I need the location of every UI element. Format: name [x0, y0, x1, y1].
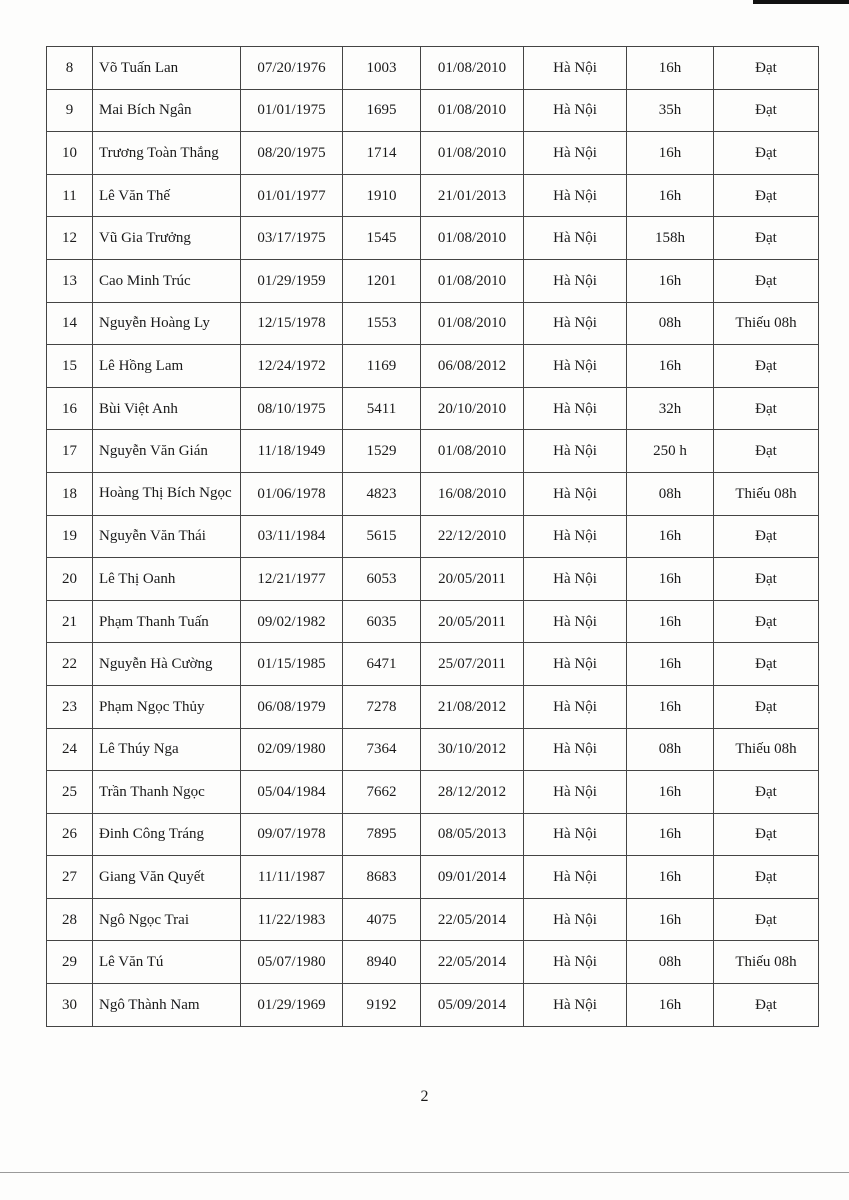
place-cell: Hà Nội — [524, 302, 627, 345]
birth-date-cell: 06/08/1979 — [241, 685, 343, 728]
birth-date-cell: 01/29/1959 — [241, 259, 343, 302]
birth-date-cell: 03/11/1984 — [241, 515, 343, 558]
date-cell: 09/01/2014 — [421, 856, 524, 899]
place-cell: Hà Nội — [524, 472, 627, 515]
place-cell: Hà Nội — [524, 558, 627, 601]
hours-cell: 16h — [627, 771, 714, 814]
birth-date-cell: 01/29/1969 — [241, 984, 343, 1027]
number-cell: 6471 — [343, 643, 421, 686]
place-cell: Hà Nội — [524, 771, 627, 814]
table-row — [47, 558, 819, 601]
table-row — [47, 302, 819, 345]
row-index-cell: 22 — [47, 643, 93, 686]
number-cell: 1553 — [343, 302, 421, 345]
place-cell: Hà Nội — [524, 898, 627, 941]
result-cell: Thiếu 08h — [714, 472, 819, 515]
date-cell: 01/08/2010 — [421, 132, 524, 175]
date-cell: 28/12/2012 — [421, 771, 524, 814]
date-cell: 20/05/2011 — [421, 558, 524, 601]
hours-cell: 16h — [627, 643, 714, 686]
hours-cell: 16h — [627, 132, 714, 175]
hours-cell: 16h — [627, 47, 714, 90]
row-index-cell: 27 — [47, 856, 93, 899]
place-cell: Hà Nội — [524, 259, 627, 302]
result-cell: Đạt — [714, 430, 819, 473]
result-cell: Đạt — [714, 217, 819, 260]
date-cell: 06/08/2012 — [421, 345, 524, 388]
row-index-cell: 15 — [47, 345, 93, 388]
table-row — [47, 813, 819, 856]
place-cell: Hà Nội — [524, 217, 627, 260]
hours-cell: 08h — [627, 302, 714, 345]
number-cell: 8683 — [343, 856, 421, 899]
full-name-cell: Nguyễn Văn Gián — [93, 430, 241, 473]
birth-date-cell: 12/21/1977 — [241, 558, 343, 601]
table-row — [47, 345, 819, 388]
row-index-cell: 19 — [47, 515, 93, 558]
full-name-cell: Bùi Việt Anh — [93, 387, 241, 430]
date-cell: 22/05/2014 — [421, 898, 524, 941]
scan-corner-mark — [753, 0, 849, 4]
row-index-cell: 30 — [47, 984, 93, 1027]
table-row — [47, 771, 819, 814]
birth-date-cell: 03/17/1975 — [241, 217, 343, 260]
place-cell: Hà Nội — [524, 941, 627, 984]
hours-cell: 08h — [627, 941, 714, 984]
full-name-cell: Đinh Công Tráng — [93, 813, 241, 856]
number-cell: 7364 — [343, 728, 421, 771]
place-cell: Hà Nội — [524, 89, 627, 132]
date-cell: 20/05/2011 — [421, 600, 524, 643]
result-cell: Thiếu 08h — [714, 941, 819, 984]
hours-cell: 16h — [627, 515, 714, 558]
number-cell: 7278 — [343, 685, 421, 728]
date-cell: 25/07/2011 — [421, 643, 524, 686]
hours-cell: 16h — [627, 856, 714, 899]
hours-cell: 16h — [627, 898, 714, 941]
full-name-cell: Phạm Ngọc Thủy — [93, 685, 241, 728]
number-cell: 1910 — [343, 174, 421, 217]
table-row — [47, 643, 819, 686]
row-index-cell: 25 — [47, 771, 93, 814]
number-cell: 1169 — [343, 345, 421, 388]
table-row — [47, 47, 819, 90]
table-row — [47, 856, 819, 899]
table-row — [47, 387, 819, 430]
place-cell: Hà Nội — [524, 47, 627, 90]
row-index-cell: 14 — [47, 302, 93, 345]
date-cell: 01/08/2010 — [421, 430, 524, 473]
full-name-cell: Phạm Thanh Tuấn — [93, 600, 241, 643]
date-cell: 01/08/2010 — [421, 217, 524, 260]
place-cell: Hà Nội — [524, 132, 627, 175]
place-cell: Hà Nội — [524, 174, 627, 217]
birth-date-cell: 01/01/1975 — [241, 89, 343, 132]
place-cell: Hà Nội — [524, 813, 627, 856]
hours-cell: 08h — [627, 728, 714, 771]
page-number: 2 — [420, 1088, 429, 1105]
row-index-cell: 11 — [47, 174, 93, 217]
birth-date-cell: 01/06/1978 — [241, 472, 343, 515]
table-row — [47, 430, 819, 473]
full-name-cell: Nguyễn Văn Thái — [93, 515, 241, 558]
birth-date-cell: 11/22/1983 — [241, 898, 343, 941]
number-cell: 5615 — [343, 515, 421, 558]
result-cell: Thiếu 08h — [714, 302, 819, 345]
table-row — [47, 515, 819, 558]
place-cell: Hà Nội — [524, 600, 627, 643]
result-cell: Đạt — [714, 685, 819, 728]
date-cell: 08/05/2013 — [421, 813, 524, 856]
result-cell: Đạt — [714, 259, 819, 302]
birth-date-cell: 09/07/1978 — [241, 813, 343, 856]
row-index-cell: 26 — [47, 813, 93, 856]
place-cell: Hà Nội — [524, 728, 627, 771]
row-index-cell: 13 — [47, 259, 93, 302]
row-index-cell: 10 — [47, 132, 93, 175]
row-index-cell: 8 — [47, 47, 93, 90]
place-cell: Hà Nội — [524, 685, 627, 728]
result-cell: Đạt — [714, 643, 819, 686]
result-cell: Đạt — [714, 600, 819, 643]
number-cell: 1545 — [343, 217, 421, 260]
result-cell: Đạt — [714, 345, 819, 388]
hours-cell: 16h — [627, 259, 714, 302]
row-index-cell: 20 — [47, 558, 93, 601]
hours-cell: 16h — [627, 685, 714, 728]
table-row — [47, 259, 819, 302]
place-cell: Hà Nội — [524, 984, 627, 1027]
row-index-cell: 29 — [47, 941, 93, 984]
result-cell: Đạt — [714, 174, 819, 217]
number-cell: 4823 — [343, 472, 421, 515]
place-cell: Hà Nội — [524, 387, 627, 430]
result-cell: Đạt — [714, 771, 819, 814]
scan-edge-line — [0, 1172, 849, 1173]
full-name-cell: Mai Bích Ngân — [93, 89, 241, 132]
table-row — [47, 472, 819, 515]
date-cell: 30/10/2012 — [421, 728, 524, 771]
table-row — [47, 728, 819, 771]
full-name-cell: Lê Văn Tú — [93, 941, 241, 984]
row-index-cell: 23 — [47, 685, 93, 728]
place-cell: Hà Nội — [524, 430, 627, 473]
table-row — [47, 685, 819, 728]
place-cell: Hà Nội — [524, 856, 627, 899]
table-row — [47, 89, 819, 132]
result-cell: Đạt — [714, 856, 819, 899]
hours-cell: 16h — [627, 174, 714, 217]
full-name-cell: Ngô Ngọc Trai — [93, 898, 241, 941]
table-row — [47, 600, 819, 643]
result-cell: Đạt — [714, 89, 819, 132]
number-cell: 1529 — [343, 430, 421, 473]
full-name-cell: Lê Thúy Nga — [93, 728, 241, 771]
number-cell: 1695 — [343, 89, 421, 132]
table-row — [47, 217, 819, 260]
birth-date-cell: 01/01/1977 — [241, 174, 343, 217]
date-cell: 01/08/2010 — [421, 259, 524, 302]
result-cell: Đạt — [714, 984, 819, 1027]
hours-cell: 08h — [627, 472, 714, 515]
date-cell: 01/08/2010 — [421, 302, 524, 345]
full-name-cell: Lê Thị Oanh — [93, 558, 241, 601]
result-cell: Đạt — [714, 813, 819, 856]
full-name-cell: Nguyễn Hà Cường — [93, 643, 241, 686]
row-index-cell: 9 — [47, 89, 93, 132]
table-row — [47, 132, 819, 175]
birth-date-cell: 08/20/1975 — [241, 132, 343, 175]
date-cell: 22/12/2010 — [421, 515, 524, 558]
result-cell: Đạt — [714, 47, 819, 90]
table-row — [47, 941, 819, 984]
full-name-cell: Trương Toàn Thắng — [93, 132, 241, 175]
full-name-cell: Hoàng Thị Bích Ngọc — [93, 472, 241, 515]
full-name-cell: Trần Thanh Ngọc — [93, 771, 241, 814]
hours-cell: 35h — [627, 89, 714, 132]
date-cell: 21/08/2012 — [421, 685, 524, 728]
date-cell: 16/08/2010 — [421, 472, 524, 515]
number-cell: 6053 — [343, 558, 421, 601]
birth-date-cell: 01/15/1985 — [241, 643, 343, 686]
hours-cell: 250 h — [627, 430, 714, 473]
birth-date-cell: 09/02/1982 — [241, 600, 343, 643]
birth-date-cell: 07/20/1976 — [241, 47, 343, 90]
number-cell: 1714 — [343, 132, 421, 175]
full-name-cell: Võ Tuấn Lan — [93, 47, 241, 90]
number-cell: 5411 — [343, 387, 421, 430]
row-index-cell: 28 — [47, 898, 93, 941]
birth-date-cell: 05/07/1980 — [241, 941, 343, 984]
place-cell: Hà Nội — [524, 515, 627, 558]
date-cell: 20/10/2010 — [421, 387, 524, 430]
result-cell: Đạt — [714, 515, 819, 558]
table-row — [47, 898, 819, 941]
table-row — [47, 984, 819, 1027]
result-cell: Đạt — [714, 558, 819, 601]
full-name-cell: Lê Hồng Lam — [93, 345, 241, 388]
number-cell: 8940 — [343, 941, 421, 984]
hours-cell: 16h — [627, 345, 714, 388]
hours-cell: 158h — [627, 217, 714, 260]
table-row — [47, 174, 819, 217]
row-index-cell: 12 — [47, 217, 93, 260]
number-cell: 6035 — [343, 600, 421, 643]
number-cell: 7895 — [343, 813, 421, 856]
hours-cell: 16h — [627, 558, 714, 601]
hours-cell: 16h — [627, 984, 714, 1027]
birth-date-cell: 05/04/1984 — [241, 771, 343, 814]
full-name-cell: Giang Văn Quyết — [93, 856, 241, 899]
place-cell: Hà Nội — [524, 345, 627, 388]
full-name-cell: Lê Văn Thế — [93, 174, 241, 217]
place-cell: Hà Nội — [524, 643, 627, 686]
full-name-cell: Vũ Gia Trưởng — [93, 217, 241, 260]
number-cell: 4075 — [343, 898, 421, 941]
birth-date-cell: 12/24/1972 — [241, 345, 343, 388]
result-cell: Đạt — [714, 387, 819, 430]
records-table — [46, 46, 819, 1027]
date-cell: 01/08/2010 — [421, 47, 524, 90]
hours-cell: 16h — [627, 600, 714, 643]
result-cell: Đạt — [714, 898, 819, 941]
records-table-body — [47, 47, 819, 1027]
full-name-cell: Ngô Thành Nam — [93, 984, 241, 1027]
full-name-cell: Nguyễn Hoàng Ly — [93, 302, 241, 345]
full-name-cell: Cao Minh Trúc — [93, 259, 241, 302]
result-cell: Đạt — [714, 132, 819, 175]
number-cell: 9192 — [343, 984, 421, 1027]
row-index-cell: 16 — [47, 387, 93, 430]
number-cell: 1201 — [343, 259, 421, 302]
date-cell: 05/09/2014 — [421, 984, 524, 1027]
number-cell: 1003 — [343, 47, 421, 90]
birth-date-cell: 02/09/1980 — [241, 728, 343, 771]
hours-cell: 16h — [627, 813, 714, 856]
result-cell: Thiếu 08h — [714, 728, 819, 771]
birth-date-cell: 11/11/1987 — [241, 856, 343, 899]
row-index-cell: 24 — [47, 728, 93, 771]
date-cell: 21/01/2013 — [421, 174, 524, 217]
birth-date-cell: 08/10/1975 — [241, 387, 343, 430]
number-cell: 7662 — [343, 771, 421, 814]
date-cell: 01/08/2010 — [421, 89, 524, 132]
birth-date-cell: 12/15/1978 — [241, 302, 343, 345]
row-index-cell: 21 — [47, 600, 93, 643]
date-cell: 22/05/2014 — [421, 941, 524, 984]
row-index-cell: 17 — [47, 430, 93, 473]
birth-date-cell: 11/18/1949 — [241, 430, 343, 473]
row-index-cell: 18 — [47, 472, 93, 515]
hours-cell: 32h — [627, 387, 714, 430]
